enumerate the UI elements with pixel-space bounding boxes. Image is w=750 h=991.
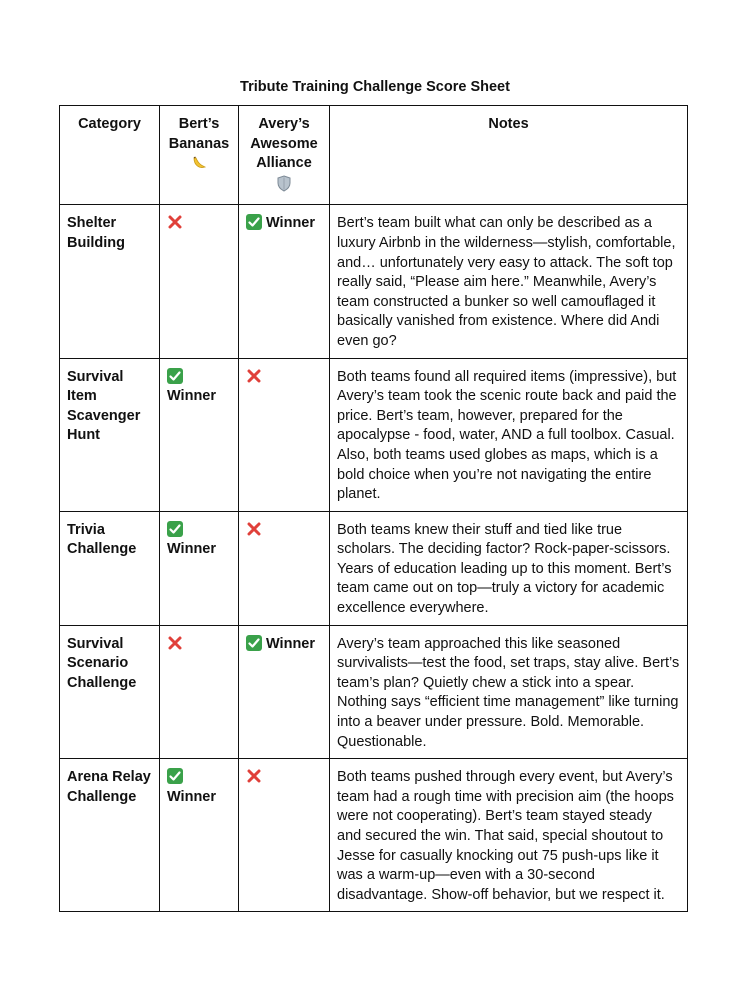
header-team-avery: [239, 106, 330, 205]
check-icon: [167, 368, 183, 384]
table-row: [60, 205, 688, 358]
category-cell: Survival Scenario Challenge: [60, 625, 160, 759]
notes-cell: Avery’s team approached this like seasoned survivalists—test the food, set traps, stay alive. Bert’s team’s plan? Quietly chew a stick into a spear. Nothing says “efficient time management” like turning into a beaver under pressure. Bold. Memorable. Questionable.: [330, 625, 688, 759]
team-avery-line2: Awesome: [250, 135, 318, 152]
header-category: Category: [60, 106, 160, 205]
avery-result-cell: [239, 358, 330, 511]
cross-icon: [167, 214, 183, 230]
category-cell: Shelter Building: [60, 205, 160, 358]
header-notes: Notes: [330, 106, 688, 205]
score-table: [59, 105, 688, 912]
shield-icon: [276, 175, 292, 199]
winner-label: Winner: [266, 635, 316, 652]
table-row: [60, 759, 688, 912]
avery-result-cell: [239, 625, 330, 759]
cross-icon: [246, 368, 262, 384]
check-icon: [246, 635, 262, 651]
team-avery-line1: Avery’s: [258, 116, 310, 132]
check-icon: [167, 768, 183, 784]
team-bert-line2: Bananas: [168, 135, 230, 152]
table-row: [60, 511, 688, 625]
avery-result-cell: [239, 511, 330, 625]
notes-cell: Both teams pushed through every event, but Avery’s team had a rough time with precision aim (the hoops were not cooperating). Bert’s team stayed steady and secured the win. That said, special shoutout to Jesse for casually knocking out 75 push-ups like it was a warm-up—even with a 30-second disadvantage. Show-off behavior, but we respect it.: [330, 759, 688, 912]
team-bert-line1: Bert’s: [178, 116, 220, 132]
bert-result-cell: [160, 358, 239, 511]
header-row: [60, 106, 688, 205]
winner-label: Winner: [266, 215, 316, 232]
page-title: Tribute Training Challenge Score Sheet: [240, 79, 510, 95]
cross-icon: [246, 768, 262, 784]
notes-cell: Bert’s team built what can only be described as a luxury Airbnb in the wilderness—stylish, comfortable, and… unfortunately very easy to attack. The soft top really said, “Please aim here.” Meanwhile, Avery’s team constructed a bunker so well camouflaged it basically vanished from existence. Where did Andi even go?: [330, 205, 688, 358]
bert-result-cell: [160, 625, 239, 759]
category-cell: Trivia Challenge: [60, 511, 160, 625]
bert-result-cell: [160, 511, 239, 625]
bert-result-cell: [160, 205, 239, 358]
cross-icon: [246, 521, 262, 537]
winner-label: Winner: [167, 788, 217, 805]
winner-label: Winner: [167, 388, 217, 405]
avery-result-cell: [239, 759, 330, 912]
notes-cell: Both teams found all required items (impressive), but Avery’s team took the scenic route back and paid the price. Bert’s team, however, prepared for the apocalypse - food, water, AND a full toolbox. Casual. Also, both teams used globes as maps, which is a bold choice when you’re not navigating the entire planet.: [330, 358, 688, 511]
cross-icon: [167, 635, 183, 651]
avery-result-cell: [239, 205, 330, 358]
check-icon: [167, 521, 183, 537]
bert-result-cell: [160, 759, 239, 912]
table-row: [60, 625, 688, 759]
table-row: [60, 358, 688, 511]
banana-icon: [191, 155, 207, 178]
category-cell: Arena Relay Challenge: [60, 759, 160, 912]
notes-cell: Both teams knew their stuff and tied like true scholars. The deciding factor? Rock-paper-scissors. Years of education leading up to this moment. Bert’s team came out on top—truly a victory for academic excellence everywhere.: [330, 511, 688, 625]
check-icon: [246, 214, 262, 230]
header-team-bert: [160, 106, 239, 205]
team-avery-line3: Alliance: [256, 155, 312, 172]
winner-label: Winner: [167, 541, 217, 558]
category-cell: Survival Item Scavenger Hunt: [60, 358, 160, 511]
